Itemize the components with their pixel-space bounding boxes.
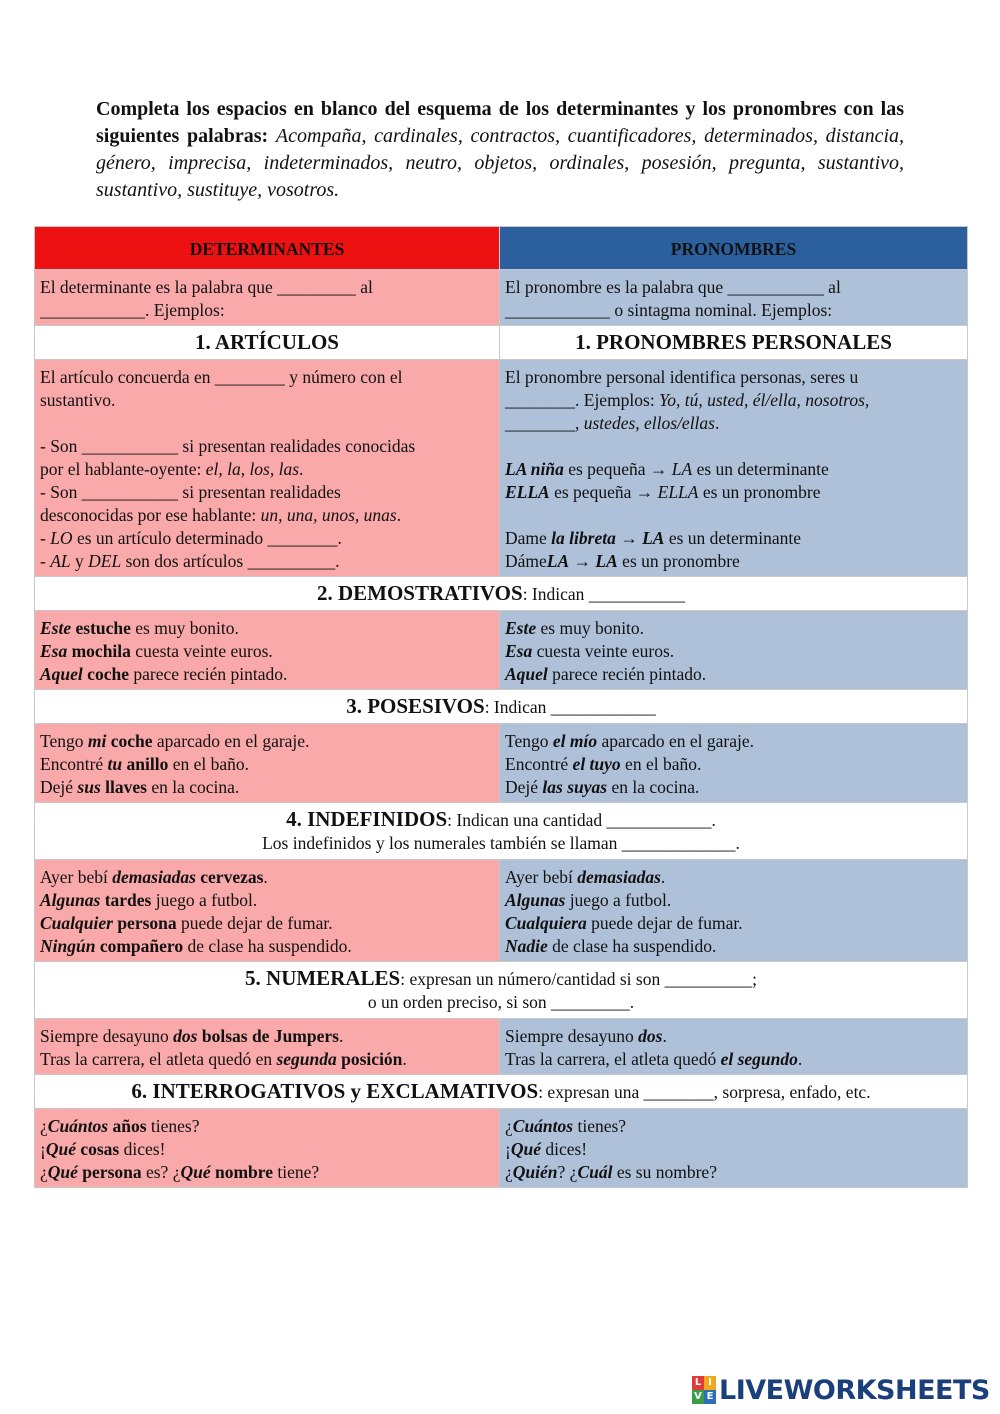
text-run: . xyxy=(299,459,304,479)
text-run: Tras la carrera, el atleta quedó en xyxy=(40,1049,277,1069)
instructions-bold: Completa los espacios en blanco del esquema de los determinantes y los pronombres con las siguientes palabras: xyxy=(96,98,904,147)
section-title-row xyxy=(35,326,968,360)
text-run: puede dejar de fumar. xyxy=(176,913,333,933)
text-run: ________, xyxy=(505,413,584,433)
text-run: es un pronombre xyxy=(617,551,740,571)
text-run: de clase ha suspendido. xyxy=(547,936,717,956)
logo-mark-icon xyxy=(692,1376,716,1404)
text-line xyxy=(40,832,962,855)
text-line xyxy=(505,412,962,435)
text-run: es? ¿ xyxy=(141,1162,181,1182)
text-line xyxy=(40,1115,494,1138)
text-run: aparcado en el garaje. xyxy=(597,731,755,751)
text-run: aparcado en el garaje. xyxy=(152,731,310,751)
text-run: dos xyxy=(638,1026,663,1046)
text-run: . xyxy=(338,1026,344,1046)
text-run: juego a futbol. xyxy=(151,890,258,910)
text-line xyxy=(40,435,494,458)
text-run: Encontré xyxy=(40,754,108,774)
text-line xyxy=(40,504,494,527)
text-run: sus xyxy=(77,777,101,797)
logo-letter: I xyxy=(704,1376,716,1390)
logo-letter: L xyxy=(692,1376,704,1390)
text-run: . xyxy=(797,1049,803,1069)
text-run: es muy bonito. xyxy=(130,618,239,638)
text-line xyxy=(40,776,494,799)
text-run: . xyxy=(714,413,720,433)
text-line xyxy=(505,663,962,686)
text-run: el, la, los, las xyxy=(205,459,300,479)
text-line xyxy=(505,550,962,573)
text-line xyxy=(40,663,494,686)
text-line xyxy=(505,866,962,889)
text-run: tardes xyxy=(104,890,152,910)
text-line xyxy=(505,640,962,663)
text-line xyxy=(505,366,962,389)
text-run: ELLA xyxy=(657,482,699,502)
text-line xyxy=(40,458,494,481)
text-run: la libreta xyxy=(551,528,616,548)
text-run: segunda xyxy=(276,1049,337,1069)
text-run: tienes? xyxy=(573,1116,627,1136)
text-run: Algunas xyxy=(505,890,566,910)
text-run: desconocidas por ese hablante: xyxy=(40,505,261,525)
text-run: El pronombre es la palabra que ___________ al xyxy=(505,277,841,297)
text-line xyxy=(505,276,962,299)
text-run: un, una, unos, unas xyxy=(260,505,397,525)
section-example-row xyxy=(35,724,968,803)
text-run: ________. Ejemplos: xyxy=(505,390,660,410)
articulos-title xyxy=(35,326,500,360)
text-run: Aquel xyxy=(505,664,548,684)
section-title-row xyxy=(35,962,968,1019)
pronombre-examples xyxy=(500,860,968,962)
text-run: tu xyxy=(107,754,123,774)
determinantes-header: DETERMINANTES xyxy=(35,227,500,270)
text-run: LA xyxy=(642,528,665,548)
text-line xyxy=(505,730,962,753)
text-run: ¿ xyxy=(505,1116,513,1136)
text-run: Qué xyxy=(47,1162,78,1182)
text-run: juego a futbol. xyxy=(565,890,672,910)
text-run: es un artículo determinado ________. xyxy=(72,528,342,548)
text-line xyxy=(40,695,962,719)
text-line xyxy=(505,617,962,640)
text-run: Siempre desayuno xyxy=(505,1026,639,1046)
text-run: Quién xyxy=(512,1162,558,1182)
text-run: - Son ___________ si presentan realidades xyxy=(40,482,341,502)
text-run: y xyxy=(70,551,89,571)
text-run: coche xyxy=(87,664,129,684)
text-run: ____________ o sintagma nominal. Ejemplos: xyxy=(505,300,833,320)
section-title-cell xyxy=(35,803,968,860)
text-run: dices! xyxy=(119,1139,166,1159)
text-run: . xyxy=(402,1049,407,1069)
text-line xyxy=(40,582,962,606)
text-line xyxy=(40,366,494,389)
text-line xyxy=(40,1161,494,1184)
text-line xyxy=(40,299,494,322)
text-run: LA xyxy=(546,551,570,571)
determinante-examples xyxy=(35,724,500,803)
determinante-examples xyxy=(35,360,500,577)
text-run: Este xyxy=(505,618,537,638)
section-title-row xyxy=(35,1075,968,1109)
text-run: ustedes, ellos/ellas xyxy=(583,413,715,433)
section-title-row xyxy=(35,803,968,860)
text-line xyxy=(40,889,494,912)
determinante-examples xyxy=(35,1109,500,1188)
text-line xyxy=(505,912,962,935)
section-title-cell xyxy=(35,1075,968,1109)
text-run: LA xyxy=(595,551,618,571)
text-line xyxy=(40,753,494,776)
text-run: → xyxy=(615,528,643,548)
pronombre-examples xyxy=(500,1019,968,1075)
text-run: cuesta veinte euros. xyxy=(130,641,273,661)
text-run: Cualquier xyxy=(40,913,113,933)
text-run: Dejé xyxy=(40,777,78,797)
text-run: es un pronombre xyxy=(698,482,821,502)
text-run: Encontré xyxy=(505,754,573,774)
text-run: mi xyxy=(87,731,107,751)
text-run: : Indican ___________ xyxy=(522,584,686,604)
text-run: anillo xyxy=(126,754,169,774)
text-run: Nadie xyxy=(505,936,548,956)
text-line xyxy=(505,1161,962,1184)
text-line xyxy=(40,866,494,889)
section-title: 1. ARTÍCULOS xyxy=(195,330,339,354)
text-run: es un determinante xyxy=(664,528,802,548)
text-run: parece recién pintado. xyxy=(128,664,288,684)
text-run: El artículo concuerda en ________ y número con el xyxy=(40,367,403,387)
text-run: Ningún xyxy=(40,936,96,956)
text-run: : expresan un número/cantidad si son __________; xyxy=(400,969,757,989)
text-line xyxy=(40,912,494,935)
text-run: tiene? xyxy=(273,1162,320,1182)
text-run: Qué xyxy=(180,1162,211,1182)
text-run: Cualquiera xyxy=(505,913,587,933)
pronombre-examples xyxy=(500,360,968,577)
text-run: Ayer bebí xyxy=(505,867,578,887)
section-example-row xyxy=(35,1019,968,1075)
section-title-cell xyxy=(35,577,968,611)
pronombres-personales-title xyxy=(500,326,968,360)
text-run: Tras la carrera, el atleta quedó xyxy=(505,1049,721,1069)
text-run: ELLA xyxy=(505,482,550,502)
section-title: 1. PRONOMBRES PERSONALES xyxy=(575,330,892,354)
text-line xyxy=(505,481,962,504)
text-run: ? ¿ xyxy=(557,1162,578,1182)
text-run: LA niña xyxy=(505,459,564,479)
text-run: . xyxy=(660,867,666,887)
text-run: persona xyxy=(117,913,177,933)
text-run: el tuyo xyxy=(572,754,621,774)
text-run: son dos artículos __________. xyxy=(121,551,340,571)
section-example-row xyxy=(35,360,968,577)
text-run: en el baño. xyxy=(168,754,250,774)
text-line xyxy=(40,276,494,299)
text-run: por el hablante-oyente: xyxy=(40,459,206,479)
text-line xyxy=(40,640,494,663)
text-run: ¡ xyxy=(40,1139,46,1159)
text-run: compañero xyxy=(99,936,184,956)
liveworksheets-logo xyxy=(692,1373,990,1407)
pronombre-examples xyxy=(500,724,968,803)
text-run: parece recién pintado. xyxy=(547,664,707,684)
text-run: Cuántos xyxy=(512,1116,574,1136)
text-line xyxy=(40,808,962,832)
text-run: AL xyxy=(50,551,71,571)
text-run: mochila xyxy=(71,641,131,661)
pronombre-examples xyxy=(500,1109,968,1188)
text-run: o un orden preciso, si son _________. xyxy=(367,992,635,1012)
text-run: en la cocina. xyxy=(146,777,240,797)
text-run: cervezas xyxy=(200,867,264,887)
text-run: : expresan una ________, sorpresa, enfado, etc. xyxy=(538,1082,871,1102)
text-line xyxy=(505,527,962,550)
text-run: coche xyxy=(110,731,153,751)
text-line xyxy=(40,1138,494,1161)
section-title: 6. INTERROGATIVOS y EXCLAMATIVOS xyxy=(131,1079,539,1103)
text-line xyxy=(505,889,962,912)
text-line xyxy=(505,753,962,776)
definition-row xyxy=(35,270,968,326)
text-run: de clase ha suspendido. xyxy=(183,936,352,956)
text-run: Aquel xyxy=(40,664,83,684)
text-line xyxy=(40,935,494,958)
text-run: es su nombre? xyxy=(612,1162,717,1182)
pronombre-examples xyxy=(500,611,968,690)
text-run: Tengo xyxy=(505,731,553,751)
text-run: Tengo xyxy=(40,731,88,751)
pronombre-definition xyxy=(500,270,968,326)
text-run: Cuántos xyxy=(47,1116,109,1136)
logo-text: LIVEWORKSHEETS xyxy=(719,1374,990,1406)
text-run: es pequeña → xyxy=(549,482,658,502)
text-run: El pronombre personal identifica personas, seres u xyxy=(505,367,859,387)
section-example-row xyxy=(35,611,968,690)
text-run: Cuál xyxy=(577,1162,613,1182)
text-run: Dejé xyxy=(505,777,543,797)
text-run: en el baño. xyxy=(620,754,702,774)
instructions-paragraph xyxy=(96,96,904,204)
text-run: puede dejar de fumar. xyxy=(586,913,743,933)
text-run: - xyxy=(40,551,51,571)
text-line xyxy=(40,550,494,573)
text-run: Los indefinidos y los numerales también se llaman _____________. xyxy=(262,833,740,853)
text-run: Esa xyxy=(505,641,533,661)
section-title-row xyxy=(35,577,968,611)
text-run: . xyxy=(396,505,402,525)
determinante-examples xyxy=(35,611,500,690)
text-line xyxy=(505,1138,962,1161)
text-line xyxy=(505,458,962,481)
text-line xyxy=(40,730,494,753)
text-run: es muy bonito. xyxy=(536,618,645,638)
section-title-cell xyxy=(35,690,968,724)
text-run: Siempre desayuno xyxy=(40,1026,174,1046)
text-run: ¡ xyxy=(505,1139,511,1159)
text-run: Qué xyxy=(45,1139,76,1159)
text-run: . xyxy=(662,1026,667,1046)
text-run: llaves xyxy=(105,777,147,797)
determinante-examples xyxy=(35,860,500,962)
text-run: demasiadas xyxy=(112,867,196,887)
text-run: Yo, tú, usted, él/ella, nosotros, xyxy=(659,390,870,410)
text-line xyxy=(40,1048,494,1071)
section-title: 3. POSESIVOS xyxy=(346,694,485,718)
text-run: - Son ___________ si presentan realidades conocidas xyxy=(40,436,416,456)
text-run: cosas xyxy=(80,1139,120,1159)
header-row xyxy=(35,227,968,270)
grammar-scheme-table xyxy=(34,226,968,1188)
text-run: sustantivo. xyxy=(40,390,116,410)
text-line xyxy=(505,504,962,527)
section-title-cell xyxy=(35,962,968,1019)
text-run: ¿ xyxy=(40,1162,48,1182)
text-line xyxy=(505,299,962,322)
section-title: 2. DEMOSTRATIVOS xyxy=(316,581,523,605)
section-title-row xyxy=(35,690,968,724)
determinante-definition xyxy=(35,270,500,326)
text-run: posición xyxy=(341,1049,403,1069)
text-run: ¿ xyxy=(40,1116,48,1136)
logo-letter: V xyxy=(692,1390,704,1404)
text-run: Dame xyxy=(505,528,552,548)
text-run: LA xyxy=(671,459,693,479)
text-line xyxy=(40,527,494,550)
text-run: nombre xyxy=(215,1162,274,1182)
section-example-row xyxy=(35,1109,968,1188)
text-line xyxy=(40,389,494,412)
text-line xyxy=(40,617,494,640)
text-run: : Indican una cantidad ____________. xyxy=(447,810,716,830)
text-line xyxy=(40,967,962,991)
text-run: demasiadas xyxy=(577,867,661,887)
text-run: es pequeña → xyxy=(563,459,672,479)
text-run: el segundo xyxy=(720,1049,798,1069)
text-line xyxy=(505,935,962,958)
text-run: es un determinante xyxy=(692,459,829,479)
text-line xyxy=(40,481,494,504)
text-run: bolsas de Jumpers xyxy=(201,1026,339,1046)
text-line xyxy=(505,389,962,412)
text-run: - xyxy=(40,528,51,548)
text-line xyxy=(40,1025,494,1048)
pronombres-header: PRONOMBRES xyxy=(500,227,968,270)
text-run: años xyxy=(112,1116,147,1136)
text-run: Dáme xyxy=(505,551,547,571)
text-run: el mío xyxy=(552,731,598,751)
text-run: cuesta veinte euros. xyxy=(532,641,675,661)
text-line xyxy=(505,1115,962,1138)
word-bank: Acompaña, cardinales, contractos, cuantificadores, determinados, distancia, género, imprecisa, indeterminados, neutro, objetos, ordinales, posesión, pregunta, sustantivo, sustantivo, sustituye, vosotros. xyxy=(96,125,905,201)
text-run: en la cocina. xyxy=(607,777,700,797)
text-run: Algunas xyxy=(40,890,101,910)
text-run: ____________. Ejemplos: xyxy=(40,300,225,320)
text-line xyxy=(505,776,962,799)
text-run: persona xyxy=(82,1162,142,1182)
text-line xyxy=(505,1025,962,1048)
text-run: Ayer bebí xyxy=(40,867,113,887)
text-run: ¿ xyxy=(505,1162,513,1182)
text-run: Esa xyxy=(40,641,68,661)
text-run: LO xyxy=(50,528,73,548)
text-line xyxy=(40,1080,962,1104)
section-title: 5. NUMERALES xyxy=(245,966,401,990)
text-run: Qué xyxy=(510,1139,541,1159)
text-line xyxy=(505,1048,962,1071)
text-run: dices! xyxy=(540,1139,588,1159)
text-run: Este xyxy=(40,618,72,638)
text-line xyxy=(40,991,962,1014)
text-run: estuche xyxy=(75,618,131,638)
text-run: El determinante es la palabra que _________ al xyxy=(40,277,373,297)
determinante-examples xyxy=(35,1019,500,1075)
text-run: las suyas xyxy=(542,777,608,797)
text-run: dos xyxy=(173,1026,198,1046)
section-title: 4. INDEFINIDOS xyxy=(286,807,448,831)
text-run: : Indican ____________ xyxy=(484,697,656,717)
section-example-row xyxy=(35,860,968,962)
text-line xyxy=(505,435,962,458)
text-run: DEL xyxy=(88,551,122,571)
text-line xyxy=(40,412,494,435)
text-run: → xyxy=(569,551,596,571)
logo-letter: E xyxy=(704,1390,716,1404)
text-run: tienes? xyxy=(146,1116,200,1136)
text-run: . xyxy=(263,867,268,887)
